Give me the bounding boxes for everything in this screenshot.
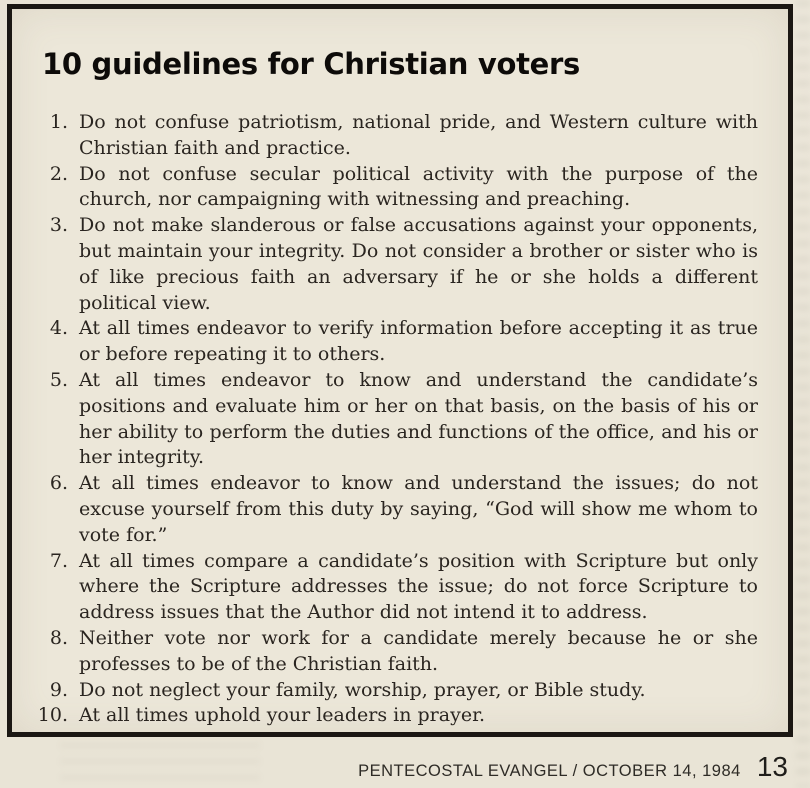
page-footer: [358, 751, 788, 783]
guideline-text: At all times endeavor to know and understand the issues; do not excuse yourself from this duty by saying, “God will show me whom to vote for.”: [79, 472, 758, 546]
guideline-number: 7.: [49, 549, 68, 572]
guideline-text: Do not confuse patriotism, national pride, and Western culture with Christian faith and practice.: [79, 111, 758, 159]
guideline-item: [12, 368, 788, 471]
publication-line: PENTECOSTAL EVANGEL / OCTOBER 14, 1984: [358, 762, 741, 780]
guideline-text: Do not confuse secular political activity with the purpose of the church, nor campaigning with witnessing and preaching.: [79, 162, 758, 211]
guideline-text: Do not neglect your family, worship, prayer, or Bible study.: [79, 678, 646, 701]
guideline-text: Do not make slanderous or false accusations against your opponents, but maintain your integrity. Do not consider a brother or sister who is of like precious faith an adversary if he or she holds a different political view.: [79, 214, 758, 314]
guideline-text: At all times compare a candidate’s position with Scripture but only where the Scripture addresses the issue; do not force Scripture to address issues that the Author did not intend it to address.: [79, 549, 758, 624]
guideline-number: 9.: [49, 678, 68, 701]
guideline-item: [12, 110, 788, 162]
guideline-text: At all times endeavor to verify information before accepting it as true or before repeating it to others.: [79, 317, 758, 366]
guideline-number: 4.: [49, 317, 68, 340]
guideline-text: At all times uphold your leaders in prayer.: [79, 704, 486, 727]
guideline-number: 3.: [49, 214, 68, 237]
guidelines-list: [12, 110, 788, 729]
guideline-item: [12, 626, 788, 678]
guideline-number: 5.: [49, 368, 68, 391]
article-title: 10 guidelines for Christian voters: [42, 47, 580, 81]
scan-bleed-artifact: [60, 742, 260, 782]
guideline-item: [12, 471, 788, 548]
guideline-number: 8.: [49, 626, 68, 649]
guideline-item: [12, 703, 788, 729]
guideline-text: At all times endeavor to know and understand the candidate’s positions and evaluate him or her on that basis, on the basis of his or her ability to perform the duties and functions of the office, and his or her integrity.: [79, 368, 758, 469]
guideline-item: [12, 549, 788, 626]
guideline-number: 6.: [49, 472, 68, 495]
guideline-item: [12, 678, 788, 704]
guideline-item: [12, 213, 788, 316]
page-number: 13: [756, 751, 788, 782]
guideline-number: 2.: [49, 162, 68, 185]
guideline-item: [12, 162, 788, 214]
guideline-number: 10.: [37, 704, 68, 727]
guidelines-article-box: [7, 4, 793, 737]
guideline-number: 1.: [49, 111, 68, 133]
guideline-text: Neither vote nor work for a candidate merely because he or she professes to be of the Christian faith.: [79, 626, 758, 675]
guideline-item: [12, 316, 788, 368]
scan-bleed-artifact: [796, 0, 810, 788]
